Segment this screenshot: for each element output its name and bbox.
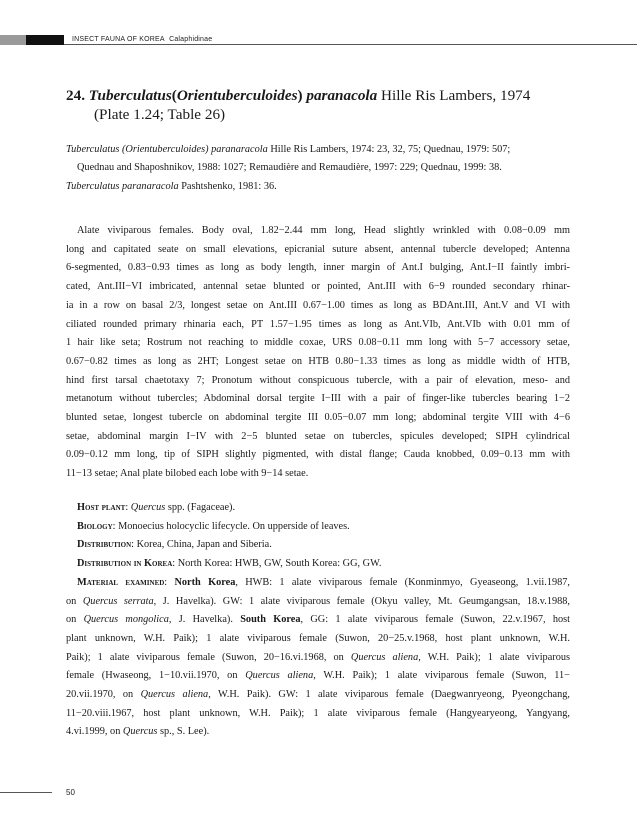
- description-line: ia in a row on basal 2/3, longest setae on Ant.III 0.67−1.00 times as long as BDAnt.III, Ant.V and VI with: [66, 299, 570, 311]
- running-head: [72, 35, 212, 44]
- host-species: Quercus: [122, 726, 158, 738]
- material-line: [66, 649, 570, 668]
- material-line: [66, 723, 570, 742]
- title-author: Hille Ris Lambers, 1974: [381, 87, 531, 104]
- material-line: [66, 593, 570, 612]
- material-line: 11−20.viii.1967, host plant unknown, W.H. Paik); 1 alate viviparous female (Hangyearyeong, Yangyang,: [66, 707, 570, 719]
- host-plant-text: spp. (Fagaceae).: [167, 502, 236, 513]
- running-head-section: Calaphidinae: [169, 36, 213, 43]
- host-species: Quercus aliena: [350, 651, 419, 663]
- material-text: , W.H. Paik); 1 alate viviparous female (Suwon, 11−: [313, 670, 570, 682]
- title-genus: Tuberculatus: [88, 87, 172, 104]
- material-text: , W.H. Paik). GW: 1 alate viviparous female (Daegwanryeong, Pyeongchang,: [208, 689, 570, 701]
- title-species: paranacola: [306, 87, 378, 104]
- biology-label: Biology: [77, 520, 113, 532]
- synonym-refs: Pashtshenko, 1981: 36.: [181, 180, 277, 192]
- species-info: [66, 499, 570, 742]
- description-line: long and capitated seate on small elevations, epicranial suture absent, antennal tubercle developed; Antenna: [66, 243, 570, 255]
- host-plant-line: Host plant: Quercus spp. (Fagaceae).: [77, 502, 236, 513]
- material-text: , HWB: 1 alate viviparous female (Konminmyo, Gyeaseong, 1.vii.1987,: [235, 576, 570, 588]
- material-text: Paik); 1 alate viviparous female (Suwon, 20−16.vi.1968, on: [66, 651, 351, 663]
- material-text: , GG: 1 alate viviparous female (Suwon, 22.v.1967, host: [300, 614, 571, 626]
- description-line: 0.67−0.82 times as long as 2HT; Longest setae on HTB 0.80−1.33 times as long as middle width of HTB,: [66, 355, 570, 367]
- distribution-line: Distribution: Korea, China, Japan and Siberia.: [77, 539, 272, 551]
- material-text: sp., S. Lee).: [157, 726, 210, 738]
- material-line: Material examined: North Korea, HWB: 1 alate viviparous female (Konminmyo, Gyeaseong, 1.vii.1987,: [77, 576, 570, 588]
- page-number: 50: [66, 788, 75, 797]
- morphological-description: [66, 222, 570, 484]
- description-line: metanotum without tubercles; Abdominal dorsal tergite I−III with a pair of finger-like tubercles bearing 1−2: [66, 393, 570, 405]
- material-line: [66, 611, 570, 630]
- synonym-entry: [66, 178, 570, 196]
- title-subgenus: Orientuberculoides: [176, 87, 298, 104]
- material-south-korea: South Korea: [240, 614, 301, 626]
- distribution-text: Korea, China, Japan and Siberia.: [136, 539, 272, 551]
- description-line: hind first tarsal chaetotaxy 7; Pronotum without conspicuous tubercle, with a pair of elevation, meso- and: [66, 374, 570, 386]
- description-line: 6-segmented, 0.83−0.93 times as long as body length, inner margin of Ant.I bulging, Ant.I−II faintly imbri-: [66, 262, 570, 274]
- synonym-name: Tuberculatus (Orientuberculoides) paranaracola: [66, 144, 268, 155]
- header-bar-gray: [0, 35, 26, 45]
- description-line: ciliated rounded primary rhinaria each, PT 1.57−1.95 times as long as Ant.VIb, Ant.VIb with 0.01 mm of: [66, 318, 570, 330]
- description-line: cated, Ant.III−VI imbricated, antennal setae blunted or pointed, Ant.III with 6−9 rounded secondary rhinar-: [66, 281, 570, 293]
- host-species: Quercus aliena: [245, 670, 314, 682]
- distribution-korea-line: Distribution in Korea: North Korea: HWB, GW, South Korea: GG, GW.: [77, 558, 382, 570]
- description-line: Alate viviparous females. Body oval, 1.82−2.44 mm long, Head slightly wrinkled with 0.08−0.09 mm: [77, 225, 570, 236]
- material-text: , J. Havelka).: [168, 614, 241, 626]
- material-line: [66, 686, 570, 705]
- material-text: 4.vi.1999, on: [66, 726, 123, 738]
- species-number: 24.: [66, 87, 85, 104]
- material-text: on: [66, 595, 83, 607]
- header-rule: [64, 44, 637, 45]
- running-head-book: INSECT FAUNA OF KOREA: [72, 36, 165, 43]
- host-plant-genus: Quercus: [130, 502, 166, 513]
- description-line: 11−13 setae; Anal plate bilobed each lobe with 9−14 setae.: [66, 468, 309, 480]
- synonym-list: [66, 141, 570, 196]
- material-line: plant unknown, W.H. Paik); 1 alate viviparous female (Suwon, 20−25.v.1968, host plant unknown, W.H.: [66, 632, 570, 644]
- synonym-name: Tuberculatus paranaracola: [66, 180, 179, 192]
- host-plant-label: Host plant: [77, 502, 126, 513]
- distribution-korea-label: Distribution in Korea: [77, 558, 173, 570]
- distribution-korea-text: North Korea: HWB, GW, South Korea: GG, GW.: [177, 558, 382, 570]
- material-line: [66, 667, 570, 686]
- title-plate: (Plate 1.24; Table 26): [94, 106, 226, 123]
- description-line: setae, abdominal margin I−IV with 2−5 blunted setae on tubercles, spicules developed; SIPH cylindrical: [66, 430, 570, 442]
- description-line: blunted setae, longest tubercle on abdominal tergite III 0.05−0.07 mm long; abdominal tergite VIII with 4−6: [66, 412, 570, 424]
- material-label: Material examined: [77, 576, 165, 588]
- material-text: , W.H. Paik); 1 alate viviparous: [418, 651, 571, 663]
- material-text: , J. Havelka). GW: 1 alate viviparous female (Okyu valley, Mt. Geumgangsan, 18.v.1988,: [153, 595, 570, 607]
- biology-text: Monoecius holocyclic lifecycle. On upperside of leaves.: [118, 520, 350, 532]
- distribution-label: Distribution: [77, 539, 132, 551]
- host-species: Quercus aliena: [140, 689, 209, 701]
- host-species: Quercus mongolica: [83, 614, 169, 626]
- header-bar-black: [26, 35, 64, 45]
- synonym-entry: [66, 141, 570, 178]
- material-north-korea: North Korea: [174, 576, 236, 588]
- species-title: 24. Tuberculatus(Orientuberculoides) paranacola Hille Ris Lambers, 1974 (Plate 1.24; Table 26): [66, 86, 570, 124]
- host-species: Quercus serrata: [82, 595, 154, 607]
- description-line: 0.09−0.12 mm long, tip of SIPH slightly pigmented, with distal flange; Cauda knobbed, 0.09−0.13 mm with: [66, 449, 570, 461]
- material-text: 20.vii.1970, on: [66, 689, 141, 701]
- material-text: female (Hwaseong, 1−10.vii.1970, on: [66, 670, 246, 682]
- synonym-refs: Hille Ris Lambers, 1974: 23, 32, 75; Quednau, 1979: 507;: [270, 144, 511, 155]
- synonym-refs-continued: Quednau and Shaposhnikov, 1988: 1027; Remaudière and Remaudière, 1997: 229; Quednau, 1999: 38.: [77, 162, 502, 174]
- biology-line: Biology: Monoecius holocyclic lifecycle. On upperside of leaves.: [77, 520, 350, 532]
- description-line: 1 hair like seta; Rostrum not reaching to middle coxae, URS 0.08−0.11 mm long with 5−7 accessory setae,: [66, 337, 570, 349]
- footer-rule: [0, 792, 52, 793]
- material-text: on: [66, 614, 84, 626]
